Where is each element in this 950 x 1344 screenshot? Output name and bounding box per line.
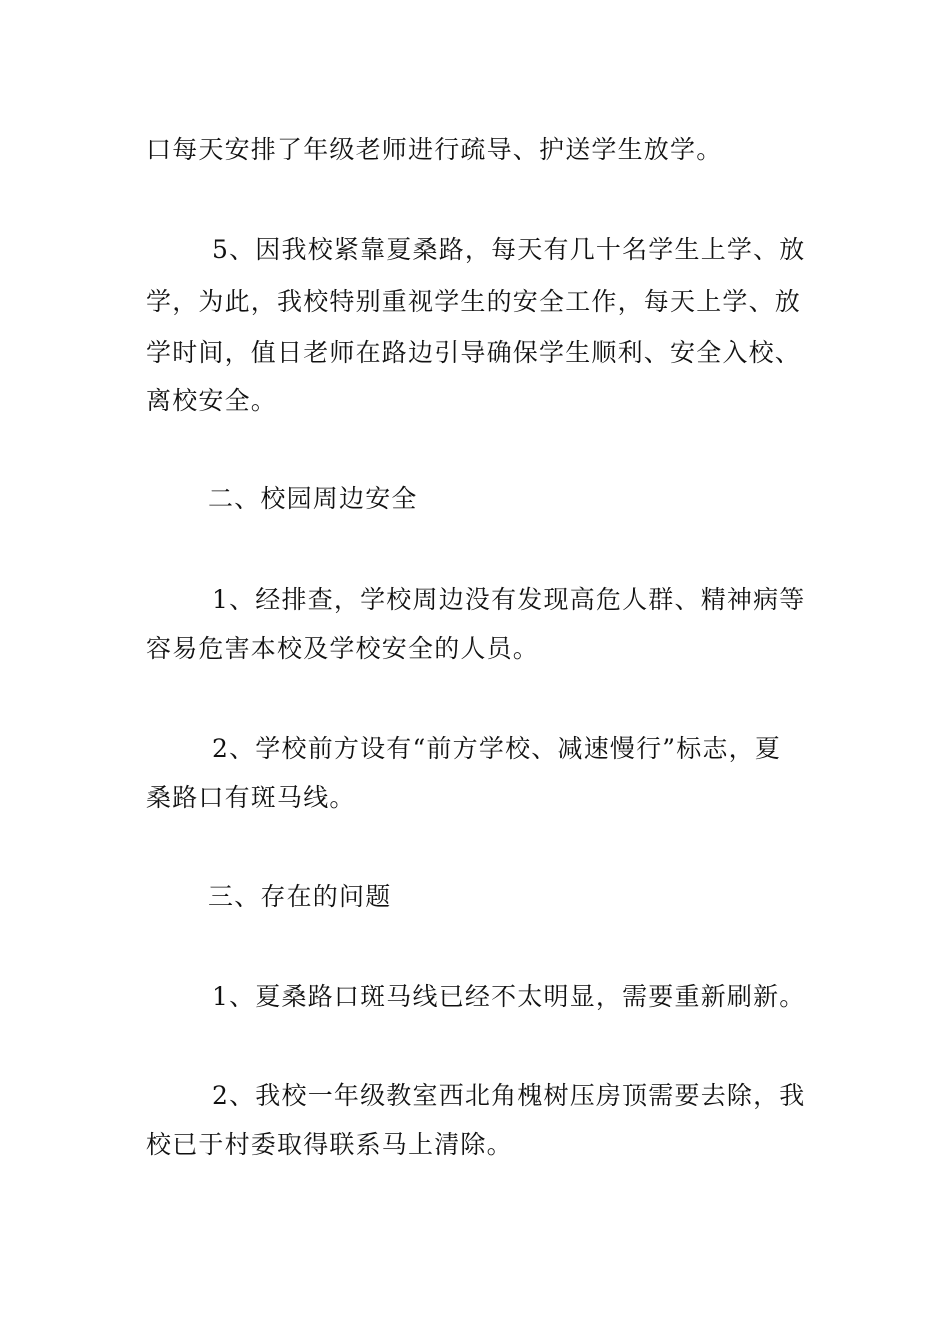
paragraph-line: 2、学校前方设有“前方学校、减速慢行”标志，夏 xyxy=(212,734,782,763)
section-heading: 二、校园周边安全 xyxy=(208,484,418,513)
paragraph-line: 容易危害本校及学校安全的人员。 xyxy=(146,634,540,663)
paragraph-line: 桑路口有斑马线。 xyxy=(146,783,356,812)
paragraph-line: 5、因我校紧靠夏桑路，每天有几十名学生上学、放 xyxy=(212,235,806,264)
paragraph-line: 校已于村委取得联系马上清除。 xyxy=(146,1130,513,1159)
paragraph-line: 1、夏桑路口斑马线已经不太明显，需要重新刷新。 xyxy=(212,982,806,1011)
paragraph-line: 学时间，值日老师在路边引导确保学生顺利、安全入校、 xyxy=(146,338,802,367)
paragraph-line: 离校安全。 xyxy=(146,386,278,415)
paragraph-line: 学，为此，我校特别重视学生的安全工作，每天上学、放 xyxy=(146,287,802,316)
paragraph-line: 2、我校一年级教室西北角槐树压房顶需要去除，我 xyxy=(212,1081,806,1110)
paragraph-line: 口每天安排了年级老师进行疏导、护送学生放学。 xyxy=(146,135,723,164)
section-heading: 三、存在的问题 xyxy=(208,882,392,911)
paragraph-line: 1、经排查，学校周边没有发现高危人群、精神病等 xyxy=(212,585,806,614)
